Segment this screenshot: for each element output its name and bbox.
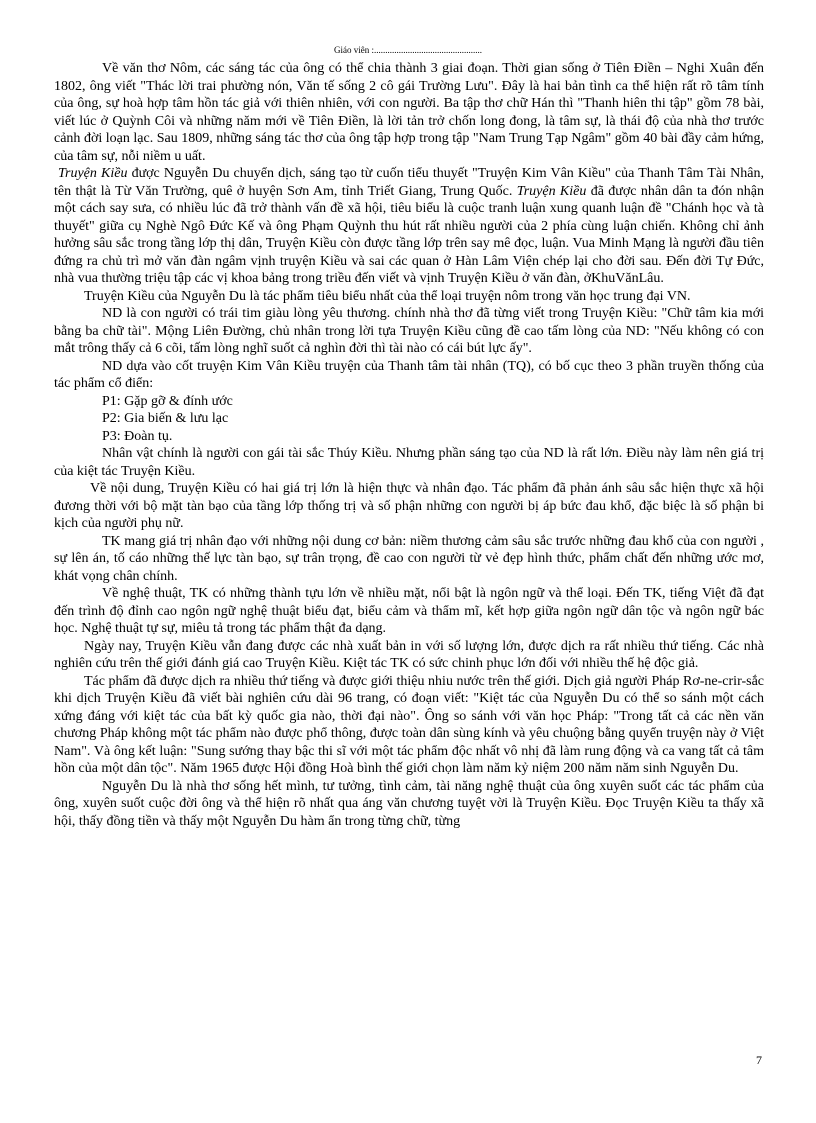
list-item: P2: Gia biến & lưu lạc: [102, 411, 229, 426]
paragraph-compassion: ND là con người có trái tim giàu lòng yêu thương. chính nhà thơ đã từng viết trong Truyện Kiều: "Chữ tâm kia mới bằng ba chữ tài". Mộng Liên Đường, chủ nhân trong lời tựa Truyện Kiều cũng đề cao tấm lòng của ND: "Nếu không có con mắt trông thấy cả 6 cõi, tấm lòng nghĩ suốt cả nghìn đời thì tài nào có cái bút lực ấy".: [54, 306, 764, 356]
list-item: P3: Đoàn tụ.: [102, 428, 173, 444]
paragraph-nom-poetry: Về văn thơ Nôm, các sáng tác của ông có thể chia thành 3 giai đoạn. Thời gian sống ở Tiên Điền – Nghi Xuân đến 1802, ông viết "Thác lời trai phường nón, Văn tế sống 2 cô gái Trường Lưu". Đây là hai bản tình ca thể hiện rất rõ tâm tính của ông, sự hoà hợp tâm hồn tác giả với thiên nhiên, với con người. Ba tập thơ chữ Hán thì "Thanh hiên thi tập" gồm 78 bài, viết lúc ở Quỳnh Côi và những năm mới về Tiên Điền, là lời tản trở chốn long đong, là tâm sự, là thái độ của nhà thơ trước cảnh đời loạn lạc. Sau 1809, những sáng tác thơ của ông tập hợp trong tập "Nam Trung Tạp Ngâm" gồm 40 bài đầy cảm hứng, của tâm sự, nỗi niềm u uất.: [54, 61, 764, 164]
paragraph-typical-work: Truyện Kiều của Nguyễn Du là tác phẩm tiêu biểu nhất của thể loại truyện nôm trong văn học trung đại VN.: [84, 288, 691, 304]
list-item: P1: Gặp gỡ & đính ước: [102, 393, 233, 409]
paragraph-content-values: Về nội dung, Truyện Kiều có hai giá trị lớn là hiện thực và nhân đạo. Tác phẩm đã phản ánh sâu sắc hiện thực xã hội đương thời với bộ mặt tàn bạo của tầng lớp thống trị và số phận những con người bị áp bức đau khổ, đặc biệc là số phận bi kịch của người phụ nữ.: [54, 481, 764, 531]
paragraph-artistry: Về nghệ thuật, TK có những thành tựu lớn về nhiều mặt, nổi bật là ngôn ngữ và thể loại. Đến TK, tiếng Việt đã đạt đến trình độ đỉnh cao ngôn ngữ nghệ thuật biểu đạt, biểu cảm và thẩm mĩ, kết hợp giữa ngôn ngữ dân tộc và ngôn ngữ bác học. Nghệ thuật tự sự, miêu tả trong tác phẩm thật đa dạng.: [54, 586, 764, 636]
paragraph-today: Ngày nay, Truyện Kiều vẫn đang được các nhà xuất bản in với số lượng lớn, được dịch ra rất nhiều thứ tiếng. Các nhà nghiên cứu trên thế giới đánh giá cao Truyện Kiều. Kiệt tác TK có sức chinh phục lớn đối với nhiều thế hệ độc giả.: [54, 638, 764, 671]
page-number: 7: [756, 1053, 762, 1067]
paragraph-main-character: Nhân vật chính là người con gái tài sắc Thúy Kiều. Nhưng phần sáng tạo của ND là rất lớn. Điều này làm nên giá trị của kiệt tác Truyện Kiều.: [54, 446, 764, 479]
paragraph-truyen-kieu-origin: Truyện Kiều được Nguyễn Du chuyển dịch, sáng tạo từ cuốn tiểu thuyết "Truyện Kim Vân Kiều" của Thanh Tâm Tài Nhân, tên thật là Từ Văn Trường, quê ở huyện Sơn Am, tỉnh Triết Giang, Trung Quốc. Truyện Kiều đã được nhân dân ta đón nhận một cách say sưa, có nhiều lúc đã trở thành vấn đề xã hội, tiêu biểu là cuộc tranh luận xung quanh luận đề "Chánh học và tà thuyết" giữa cụ Nghè Ngô Đức Kế và ông Phạm Quỳnh thu hút rất nhiều người của 2 phía cùng luận chiến. Không chỉ ảnh hưởng sâu sắc trong tầng lớp thị dân, Truyện Kiều còn được tầng lớp trên say mê đọc, luận. Vua Minh Mạng là người đầu tiên đứng ra chủ trì mở văn đàn ngâm vịnh truyện Kiều và sai các quan ở Hàn Lâm Viện chép lại cho đời sau. Đến đời Tự Đức, nhà vua thường triệu tập các vị khoa bảng trong triều đến viết và vịnh Truyện Kiều ở văn đàn, ởKhuVănLâu.: [54, 166, 764, 286]
paragraph-conclusion: Nguyễn Du là nhà thơ sống hết mình, tư tưởng, tình cảm, tài năng nghệ thuật của ông xuyên suốt các tác phẩm của ông, xuyên suốt cuộc đời ông và thể hiện rõ nhất qua áng văn chương tuyệt vời là Truyện Kiều. Đọc Truyện Kiều ta thấy xã hội, thấy đồng tiền và thấy một Nguyễn Du hàm ẩn trong từng chữ, từng: [54, 778, 764, 829]
italic-title: Truyện Kiều: [516, 183, 587, 199]
paragraph-humanist-value: TK mang giá trị nhân đạo với những nội dung cơ bản: niềm thương cảm sâu sắc trước những đau khổ của con người , sự lên án, tố cáo những thế lực tàn bạo, sự trân trọng, đề cao con người từ vẻ đẹp hình thức, phẩm chất đến những ước mơ, khát vọng chân chính.: [54, 533, 764, 584]
teacher-header: Giáo viên :................................................: [334, 45, 482, 55]
italic-title: Truyện Kiều: [58, 166, 128, 181]
paragraph-structure: ND dựa vào cốt truyện Kim Vân Kiều truyện của Thanh tâm tài nhân (TQ), có bố cục theo 3 phần truyền thống của tác phẩm cổ điển:: [54, 358, 764, 391]
document-body: [54, 60, 764, 830]
paragraph-translations: Tác phẩm đã được dịch ra nhiều thứ tiếng và được giới thiệu nhiu nước trên thế giới. Dịch giả người Pháp Rơ-ne-crir-sắc khi dịch Truyện Kiều đã viết bài nghiên cứu dài 96 trang, có đoạn viết: "Kiệt tác của Nguyễn Du có thể so sánh một cách xứng đáng với kiệt tác của bất kỳ quốc gia nào, thời đại nào". Ông so sánh với văn học Pháp: "Trong tất cả các nền văn chương Pháp không một tác phẩm nào được phổ thông, được toàn dân sùng kính và yêu chuộng bằng quyển truyện này ở Việt Nam". Và ông kết luận: "Sung sướng thay bậc thi sĩ với một tác phẩm độc nhất vô nhị đã làm rung động và ca vang tất cả tâm hồn của một dân tộc". Năm 1965 được Hội đồng Hoà bình thế giới chọn làm năm kỷ niệm 200 năm năm sinh Nguyễn Du.: [54, 673, 764, 776]
